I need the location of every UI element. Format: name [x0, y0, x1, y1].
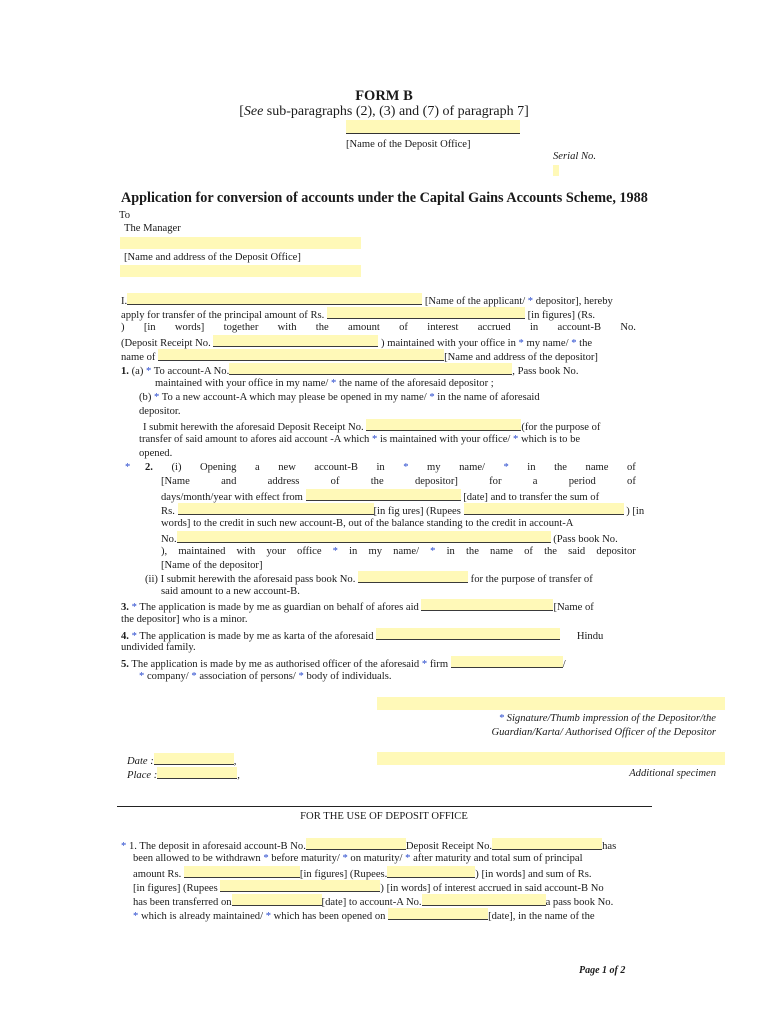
karta-huf-name-field[interactable]: [376, 628, 560, 640]
para1-line4: (Deposit Receipt No. ) maintained with your office in * my name/ * the: [121, 335, 592, 351]
word: of: [524, 546, 533, 557]
item2ii-line2: said amount to a new account-B.: [161, 586, 300, 597]
word: the: [544, 546, 558, 557]
depositor-name-address-field[interactable]: [158, 349, 444, 361]
manager-label: The Manager: [124, 223, 181, 234]
word: new: [278, 462, 296, 473]
date-label: Date : ,: [127, 753, 236, 769]
account-a-no-field-2[interactable]: [177, 531, 551, 543]
office-principal-words-field[interactable]: [387, 866, 475, 878]
word: the: [465, 546, 479, 557]
deposit-office-address-field-2[interactable]: [120, 265, 361, 277]
word: (i): [171, 462, 182, 473]
word: [in: [143, 322, 156, 333]
serial-no-field[interactable]: [553, 165, 559, 176]
item3-line1: 3. * The application is made by me as guardian on behalf of afores aid [Name of: [121, 599, 594, 615]
word: name/: [393, 546, 420, 557]
word: the: [370, 476, 384, 487]
office-account-b-no-field[interactable]: [306, 838, 406, 850]
word: my: [427, 462, 441, 473]
word: the: [554, 462, 568, 473]
pass-book-no-field[interactable]: [358, 571, 468, 583]
effect-from-date-field[interactable]: [306, 489, 461, 501]
word: interest: [427, 322, 459, 333]
word: the: [315, 322, 329, 333]
word: of: [399, 322, 408, 333]
word: [Name: [161, 476, 190, 487]
submit-receipt-line3: opened.: [139, 448, 173, 459]
section-divider: [117, 806, 652, 807]
signature-caption-line1: * Signature/Thumb impression of the Depositor/the: [498, 713, 716, 724]
word: words]: [174, 322, 205, 333]
word: *: [430, 546, 436, 557]
signature-caption-line2: Guardian/Karta/ Authorised Officer of the Depositor: [491, 727, 716, 738]
word: *: [503, 462, 509, 473]
word: amount: [348, 322, 380, 333]
item2-line3: days/month/year with effect from [date] and to transfer the sum of: [161, 489, 599, 505]
item2-line4: Rs. [in fig ures] (Rupees ) [in: [161, 503, 644, 519]
item4-line2: undivided family.: [121, 642, 196, 653]
page-number: Page 1 of 2: [579, 965, 626, 976]
word: *: [332, 546, 338, 557]
office-account-a-no-field[interactable]: [422, 894, 546, 906]
applicant-name-field[interactable]: [127, 293, 422, 305]
form-subtitle: [See sub-paragraphs (2), (3) and (7) of paragraph 7]: [239, 104, 529, 119]
transfer-sum-words-field[interactable]: [464, 503, 624, 515]
item2-line7: [161, 545, 636, 559]
deposit-office-address-caption: [Name and address of the Deposit Office]: [124, 252, 301, 263]
guardian-depositor-name-field[interactable]: [421, 599, 553, 611]
item4-line1: 4. * The application is made by me as karta of the aforesaid Hindu: [121, 628, 603, 644]
office-interest-words-field[interactable]: [220, 880, 380, 892]
para1-line1: I. [Name of the applicant/ * depositor], hereby: [121, 293, 613, 309]
office-line6: * which is already maintained/ * which has been opened on [date], in the name of the: [133, 908, 595, 924]
item2-line2: [161, 475, 636, 489]
item5-line1: 5. The application is made by me as authorised officer of the aforesaid * firm /: [121, 656, 566, 672]
principal-amount-figures-field[interactable]: [327, 307, 525, 319]
firm-name-field[interactable]: [451, 656, 563, 668]
word: depositor]: [414, 476, 458, 487]
item1a-line1: 1. (a) * To account-A No. , Pass book No.: [121, 363, 578, 379]
word: a: [532, 476, 538, 487]
word: office: [297, 546, 322, 557]
serial-no-label: Serial No.: [553, 151, 596, 162]
para1-line5: name of [Name and address of the depositor]: [121, 349, 598, 365]
word: name: [585, 462, 609, 473]
word: a: [254, 462, 260, 473]
additional-specimen-field[interactable]: [377, 752, 725, 765]
word: *: [403, 462, 409, 473]
office-transfer-date-field[interactable]: [232, 894, 322, 906]
item5-line2: * company/ * association of persons/ * body of individuals.: [139, 671, 392, 682]
word: name: [490, 546, 513, 557]
item2ii-line1: (ii) I submit herewith the aforesaid pass book No. for the purpose of transfer of: [145, 571, 593, 587]
office-line3: amount Rs. [in figures] (Rupees. ) [in words] and sum of Rs.: [133, 866, 592, 882]
word: depositor: [596, 546, 636, 557]
to-label: To: [119, 210, 131, 221]
office-line2: been allowed to be withdrawn * before maturity/ * on maturity/ * after maturity and total sum of principal: [133, 853, 583, 864]
para1-line3: [121, 321, 636, 335]
word: with: [277, 322, 297, 333]
word: together: [223, 322, 259, 333]
deposit-receipt-no-field[interactable]: [213, 335, 378, 347]
word: with: [236, 546, 256, 557]
form-title: FORM B: [355, 88, 413, 104]
additional-specimen-label: Additional specimen: [629, 768, 716, 779]
word: ): [121, 322, 125, 333]
deposit-office-name-field[interactable]: [346, 120, 520, 134]
word: name/: [459, 462, 485, 473]
word: your: [266, 546, 286, 557]
word: period: [568, 476, 596, 487]
word: No.: [620, 322, 636, 333]
submit-deposit-receipt-no-field[interactable]: [366, 419, 521, 431]
word: my: [368, 546, 383, 557]
word: account-B: [314, 462, 358, 473]
word: said: [568, 546, 586, 557]
item2-star: *: [125, 462, 131, 473]
item2-line6: No. (Pass book No.: [161, 531, 618, 547]
word: of: [627, 462, 636, 473]
word: ),: [161, 546, 168, 557]
office-line5: has been transferred on [date] to account-A No. a pass book No.: [133, 894, 613, 910]
word: maintained: [178, 546, 226, 557]
item1b-line2: depositor.: [139, 406, 181, 417]
item2-line8: [Name of the depositor]: [161, 560, 263, 571]
word: in: [529, 322, 539, 333]
submit-receipt-line2: transfer of said amount to afores aid account -A which * is maintained with your office/ * which is to be: [139, 434, 581, 445]
word: account-B: [557, 322, 602, 333]
place-field[interactable]: [157, 767, 237, 779]
item1a-line2: maintained with your office in my name/ * the name of the aforesaid depositor ;: [155, 378, 494, 389]
word: and: [221, 476, 237, 487]
office-deposit-receipt-no-field[interactable]: [492, 838, 602, 850]
transfer-sum-figures-field[interactable]: [178, 503, 374, 515]
word: of: [627, 476, 636, 487]
word: of: [330, 476, 340, 487]
office-opened-date-field[interactable]: [388, 908, 488, 920]
submit-receipt-line1: I submit herewith the aforesaid Deposit Receipt No. (for the purpose of: [143, 419, 600, 435]
account-a-no-field[interactable]: [229, 363, 512, 375]
word: 2.: [145, 462, 153, 473]
word: in: [446, 546, 455, 557]
word: for: [489, 476, 502, 487]
item3-line2: the depositor] who is a minor.: [121, 614, 248, 625]
word: Opening: [199, 462, 237, 473]
item2-line5: words] to the credit in such new account-B, out of the balance standing to the credit in account-A: [161, 518, 574, 529]
office-use-heading: FOR THE USE OF DEPOSIT OFFICE: [300, 811, 468, 822]
deposit-office-caption: [Name of the Deposit Office]: [346, 139, 471, 150]
word: in: [376, 462, 385, 473]
item1b-line1: (b) * To a new account-A which may please be opened in my name/ * in the name of aforesaid: [139, 392, 540, 403]
place-label: Place : ,: [127, 767, 240, 783]
application-heading: Application for conversion of accounts under the Capital Gains Accounts Scheme, 1988: [121, 190, 648, 206]
office-principal-figures-field[interactable]: [184, 866, 300, 878]
office-line4: [in figures] (Rupees ) [in words] of interest accrued in said account-B No: [133, 880, 604, 896]
signature-field[interactable]: [377, 697, 725, 710]
deposit-office-address-field-1[interactable]: [120, 237, 361, 249]
item2-line1: [145, 461, 636, 475]
office-line1: * 1. The deposit in aforesaid account-B No. Deposit Receipt No. has: [121, 838, 616, 854]
word: in: [527, 462, 536, 473]
para1-line2: apply for transfer of the principal amount of Rs. [in figures] (Rs.: [121, 307, 595, 323]
word: address: [267, 476, 300, 487]
word: accrued: [477, 322, 511, 333]
date-field[interactable]: [154, 753, 234, 765]
word: in: [349, 546, 358, 557]
